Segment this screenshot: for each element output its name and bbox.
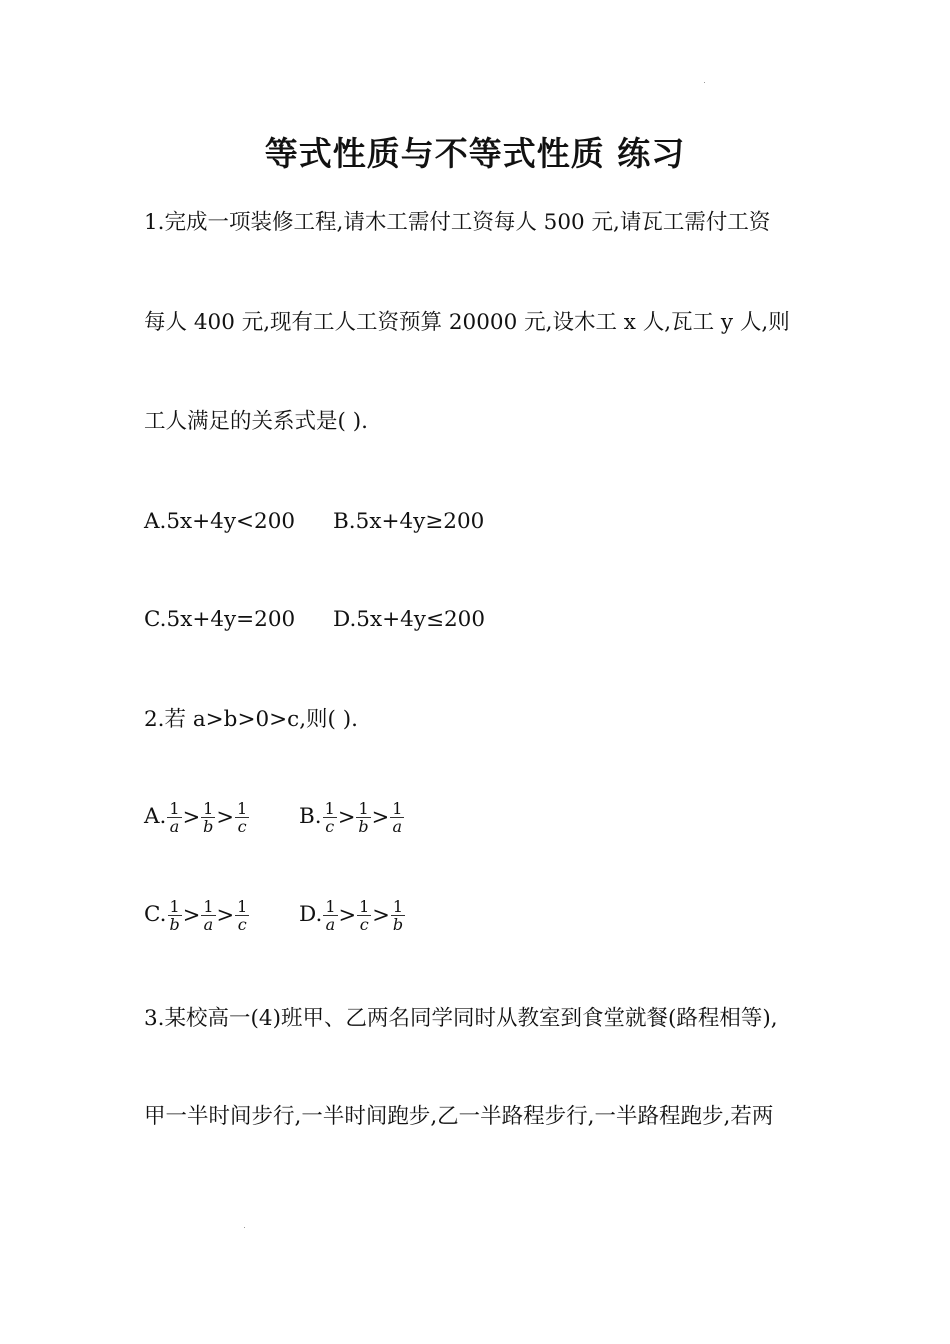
q2-option-d: D. $\frac{1}{a}$ > $\frac{1}{c}$ > $\frac{1}{b}$: [299, 896, 404, 934]
q2-option-c: C. $\frac{1}{b}$ > $\frac{1}{a}$ > $\frac{1}{c}$: [144, 896, 248, 934]
q1-option-b: B.5x+4y≥200: [333, 509, 485, 534]
fraction: $\frac{1}{c}$: [324, 798, 335, 836]
q1-line-3: 工人满足的关系式是( ).: [144, 409, 368, 434]
q1-options-ab: [144, 507, 824, 537]
q2-option-a: A. $\frac{1}{a}$ > $\frac{1}{b}$ > $\frac{1}{c}$: [144, 798, 248, 836]
fraction: $\frac{1}{b}$: [203, 798, 214, 836]
q2-stem: 2.若 a>b>0>c,则( ).: [144, 707, 358, 732]
q2-option-c-label: C.: [144, 902, 167, 927]
q1-option-d: D.5x+4y≤200: [333, 607, 486, 632]
q2-option-b: B. $\frac{1}{c}$ > $\frac{1}{b}$ > $\frac{1}{a}$: [299, 798, 403, 836]
fraction: $\frac{1}{a}$: [203, 896, 214, 934]
page-mark: [244, 1227, 245, 1228]
q2-option-d-label: D.: [299, 902, 323, 927]
fraction: $\frac{1}{b}$: [392, 896, 404, 934]
fraction: $\frac{1}{a}$: [169, 798, 180, 836]
fraction: $\frac{1}{c}$: [236, 798, 248, 836]
fraction: $\frac{1}{c}$: [359, 896, 370, 934]
q1-option-c: C.5x+4y=200: [144, 607, 296, 632]
q3-line-2: 甲一半时间步行,一半时间跑步,乙一半路程步行,一半路程跑步,若两: [144, 1104, 774, 1129]
q2-option-b-label: B.: [299, 804, 322, 829]
q1-line-1: 1.完成一项装修工程,请木工需付工资每人 500 元,请瓦工需付工资: [144, 210, 771, 235]
page-mark: [704, 82, 705, 83]
q2-options-cd: [144, 897, 824, 933]
q2-option-a-label: A.: [144, 804, 167, 829]
fraction: $\frac{1}{b}$: [358, 798, 369, 836]
q1-option-a: A.5x+4y<200: [144, 509, 296, 534]
q1-options-cd: [144, 605, 824, 635]
page-title: 等式性质与不等式性质 练习: [264, 134, 686, 173]
fraction: $\frac{1}{a}$: [325, 896, 336, 934]
fraction: $\frac{1}{c}$: [237, 896, 248, 934]
q3-line-1: 3.某校高一(4)班甲、乙两名同学同时从教室到食堂就餐(路程相等),: [144, 1006, 778, 1031]
q1-line-2: 每人 400 元,现有工人工资预算 20000 元,设木工 x 人,瓦工 y 人,则: [144, 310, 790, 335]
q2-options-ab: [144, 799, 824, 835]
fraction: $\frac{1}{a}$: [392, 798, 403, 836]
fraction: $\frac{1}{b}$: [169, 896, 180, 934]
